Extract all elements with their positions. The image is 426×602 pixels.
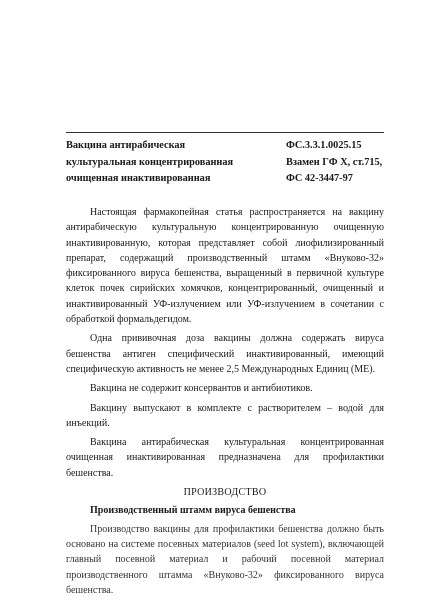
replaces-line-2: ФС 42-3447-97 bbox=[286, 173, 353, 184]
monograph-title bbox=[66, 138, 256, 188]
title-line-3: очищенная инактивированная bbox=[66, 173, 211, 184]
purpose-paragraph: Вакцина антирабическая культуральная концентрированная очищенная инактивированная предназначена для профилактики бешенства. bbox=[66, 437, 384, 479]
title-line-1: Вакцина антирабическая bbox=[66, 140, 186, 151]
section-title: ПРОИЗВОДСТВО bbox=[183, 487, 267, 499]
intro-paragraph: Настоящая фармакопейная статья распространяется на вакцину антирабическую культуральную концентрированную очищенную инактивированную, которая представляет собой лиофилизированный препарат, содержащий производственный штамм «Внуково-32» фиксированного вируса бешенства, выращенный в первичной культуре клеток почек сирийских хомячков, концентрированный, очищенный и инактивированный УФ-излучением или УФ-излучением в сочетании с обработкой формальдегидом. bbox=[66, 207, 384, 326]
dose-paragraph: Одна прививочная доза вакцины должна содержать вируса бешенства антиген специфический инактивированный, имеющий специфическую активность не менее 2,5 Международных Единиц (МЕ). bbox=[66, 333, 384, 375]
header-rule bbox=[66, 132, 384, 133]
document-body bbox=[66, 205, 384, 602]
title-line-2: культуральная концентрированная bbox=[66, 156, 234, 168]
preservatives-paragraph: Вакцина не содержит консервантов и антибиотиков. bbox=[90, 383, 313, 395]
production-paragraph: Производство вакцины для профилактики бешенства должно быть основано на системе посевных материалов (seed lot system), включающей главный посевной материал и рабочий посевной материал производственного штамма «Внуково-32» фиксированного вируса бешенства. bbox=[66, 523, 384, 596]
monograph-code: ФС.3.3.1.0025.15 bbox=[286, 140, 362, 151]
diluent-paragraph: Вакцину выпускают в комплекте с растворителем – водой для инъекций. bbox=[66, 402, 384, 429]
monograph-codes bbox=[286, 138, 396, 188]
replaces-line-1: Взамен ГФ X, ст.715, bbox=[286, 156, 383, 168]
subsection-title: Производственный штамм вируса бешенства bbox=[90, 505, 296, 517]
